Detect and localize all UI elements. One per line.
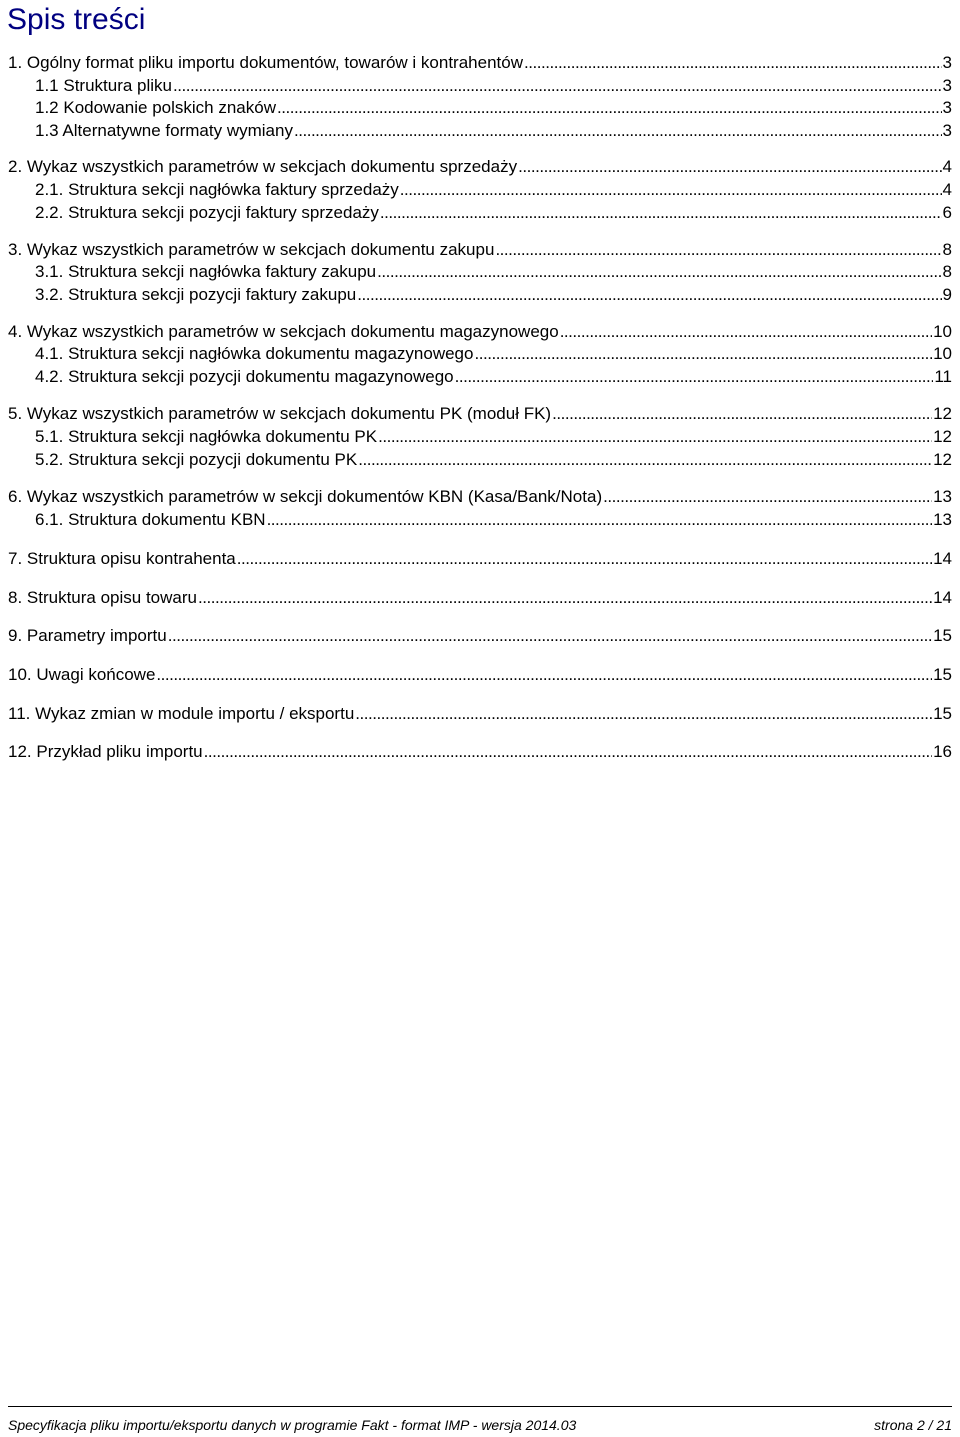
toc-entry-page: 3 xyxy=(942,98,952,117)
toc-entry-page: 13 xyxy=(933,510,952,529)
toc-entry-label: 4.2. Struktura sekcji pozycji dokumentu magazynowego xyxy=(35,367,454,386)
toc-entry-4[interactable] xyxy=(8,320,952,342)
toc-entry-11[interactable] xyxy=(8,702,952,724)
footer-document-title: Specyfikacja pliku importu/eksportu danych w programie Fakt - format IMP - wersja 2014.03 xyxy=(8,1417,577,1433)
toc-entry-page: 16 xyxy=(933,742,952,761)
toc-entry-page: 15 xyxy=(933,626,952,645)
toc-entry-page: 11 xyxy=(934,367,952,386)
dot-leader xyxy=(173,76,942,96)
toc-entry-page: 8 xyxy=(942,240,952,259)
toc-entry-label: 1.1 Struktura pliku xyxy=(35,76,173,95)
toc-entry-5[interactable] xyxy=(8,402,952,424)
toc-entry-5-1[interactable] xyxy=(35,425,952,447)
toc-entry-2-1[interactable] xyxy=(35,178,952,200)
toc-entry-page: 10 xyxy=(933,322,952,341)
toc-entry-6[interactable] xyxy=(8,485,952,507)
toc-entry-3[interactable] xyxy=(8,238,952,260)
toc-entry-label: 1.3 Alternatywne formaty wymiany xyxy=(35,121,293,140)
toc-entry-label: 11. Wykaz zmian w module importu / eksportu xyxy=(8,704,355,723)
toc-entry-page: 14 xyxy=(933,588,952,607)
dot-leader xyxy=(156,665,932,685)
toc-entry-3-1[interactable] xyxy=(35,260,952,282)
toc-entry-label: 6. Wykaz wszystkich parametrów w sekcji dokumentów KBN (Kasa/Bank/Nota) xyxy=(8,487,603,506)
dot-leader xyxy=(277,98,942,118)
dot-leader xyxy=(357,285,941,305)
dot-leader xyxy=(355,704,932,724)
toc-entry-label: 3.1. Struktura sekcji nagłówka faktury zakupu xyxy=(35,262,377,281)
toc-entry-page: 15 xyxy=(933,665,952,684)
toc-entry-page: 9 xyxy=(942,285,952,304)
page-title: Spis treści xyxy=(7,3,146,36)
dot-leader xyxy=(552,404,932,424)
dot-leader xyxy=(198,588,932,608)
toc-entry-label: 1.2 Kodowanie polskich znaków xyxy=(35,98,276,117)
footer-page-number: strona 2 / 21 xyxy=(874,1417,952,1433)
toc-entry-7[interactable] xyxy=(8,547,952,569)
dot-leader xyxy=(518,157,941,177)
toc-entry-page: 3 xyxy=(942,53,952,72)
dot-leader xyxy=(400,180,942,200)
toc-entry-page: 13 xyxy=(933,487,952,506)
dot-leader xyxy=(455,367,934,387)
toc-entry-label: 3.2. Struktura sekcji pozycji faktury zakupu xyxy=(35,285,357,304)
toc-entry-page: 3 xyxy=(942,121,952,140)
dot-leader xyxy=(474,344,932,364)
toc-entry-label: 5. Wykaz wszystkich parametrów w sekcjach dokumentu PK (moduł FK) xyxy=(8,404,552,423)
toc-entry-5-2[interactable] xyxy=(35,448,952,470)
toc-entry-page: 4 xyxy=(942,157,952,176)
toc-entry-4-1[interactable] xyxy=(35,342,952,364)
toc-entry-label: 4.1. Struktura sekcji nagłówka dokumentu magazynowego xyxy=(35,344,474,363)
toc-entry-2-2[interactable] xyxy=(35,201,952,223)
toc-entry-1-2[interactable] xyxy=(35,96,952,118)
dot-leader xyxy=(377,262,941,282)
toc-entry-1-3[interactable] xyxy=(35,119,952,141)
toc-entry-label: 8. Struktura opisu towaru xyxy=(8,588,197,607)
dot-leader xyxy=(378,427,932,447)
toc-entry-label: 2.1. Struktura sekcji nagłówka faktury sprzedaży xyxy=(35,180,399,199)
toc-entry-page: 15 xyxy=(933,704,952,723)
toc-entry-label: 7. Struktura opisu kontrahenta xyxy=(8,549,236,568)
toc-entry-page: 12 xyxy=(933,404,952,423)
toc-entry-9[interactable] xyxy=(8,624,952,646)
toc-entry-page: 14 xyxy=(933,549,952,568)
dot-leader xyxy=(237,549,932,569)
toc-entry-page: 10 xyxy=(933,344,952,363)
dot-leader xyxy=(294,121,942,141)
toc-entry-2[interactable] xyxy=(8,155,952,177)
toc-entry-label: 9. Parametry importu xyxy=(8,626,167,645)
toc-entry-label: 5.1. Struktura sekcji nagłówka dokumentu PK xyxy=(35,427,378,446)
toc-entry-12[interactable] xyxy=(8,740,952,762)
toc-entry-label: 6.1. Struktura dokumentu KBN xyxy=(35,510,266,529)
toc-entry-label: 2. Wykaz wszystkich parametrów w sekcjach dokumentu sprzedaży xyxy=(8,157,518,176)
toc-entry-label: 5.2. Struktura sekcji pozycji dokumentu PK xyxy=(35,450,358,469)
dot-leader xyxy=(267,510,933,530)
toc-entry-10[interactable] xyxy=(8,663,952,685)
toc-entry-page: 4 xyxy=(942,180,952,199)
dot-leader xyxy=(524,53,942,73)
toc-entry-page: 3 xyxy=(942,76,952,95)
toc-entry-page: 12 xyxy=(933,450,952,469)
dot-leader xyxy=(603,487,932,507)
toc-entry-label: 12. Przykład pliku importu xyxy=(8,742,203,761)
toc-entry-label: 4. Wykaz wszystkich parametrów w sekcjach dokumentu magazynowego xyxy=(8,322,559,341)
toc-entry-label: 3. Wykaz wszystkich parametrów w sekcjach dokumentu zakupu xyxy=(8,240,495,259)
toc-entry-label: 10. Uwagi końcowe xyxy=(8,665,156,684)
toc-entry-page: 6 xyxy=(942,203,952,222)
dot-leader xyxy=(204,742,932,762)
toc-entry-3-2[interactable] xyxy=(35,283,952,305)
toc-entry-label: 2.2. Struktura sekcji pozycji faktury sprzedaży xyxy=(35,203,379,222)
toc-entry-4-2[interactable] xyxy=(35,365,952,387)
toc-entry-label: 1. Ogólny format pliku importu dokumentów, towarów i kontrahentów xyxy=(8,53,523,72)
page-footer xyxy=(8,1406,952,1433)
toc-entry-page: 12 xyxy=(933,427,952,446)
toc-entry-8[interactable] xyxy=(8,586,952,608)
toc-entry-page: 8 xyxy=(942,262,952,281)
dot-leader xyxy=(168,626,932,646)
dot-leader xyxy=(495,240,941,260)
toc-entry-6-1[interactable] xyxy=(35,508,952,530)
dot-leader xyxy=(560,322,932,342)
toc-entry-1-1[interactable] xyxy=(35,74,952,96)
dot-leader xyxy=(358,450,932,470)
dot-leader xyxy=(380,203,942,223)
toc-entry-1[interactable] xyxy=(8,51,952,73)
